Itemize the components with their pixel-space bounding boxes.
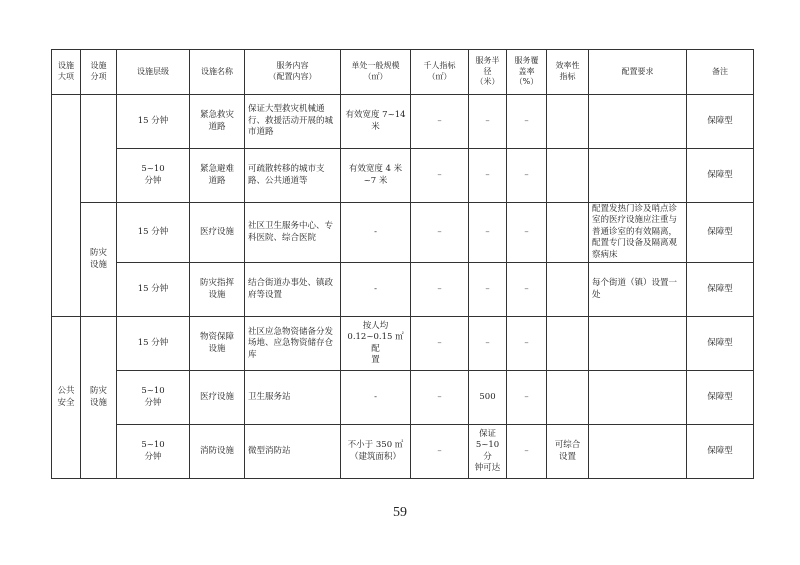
category-cell: 公共 安全 xyxy=(52,317,81,479)
category-cell xyxy=(52,95,81,317)
note-cell: 保障型 xyxy=(687,371,754,425)
header-efficiency: 效率性 指标 xyxy=(547,50,589,95)
header-requirement: 配置要求 xyxy=(589,50,687,95)
note-cell: 保障型 xyxy=(687,149,754,203)
header-content: 服务内容 （配置内容） xyxy=(245,50,341,95)
scale-cell: 有效宽度 7~14 米 xyxy=(341,95,411,149)
note-cell: 保障型 xyxy=(687,317,754,371)
level-cell: 15 分钟 xyxy=(117,95,190,149)
scale-cell: - xyxy=(341,203,411,263)
facility-spec-table xyxy=(51,49,754,479)
coverage-cell: – xyxy=(507,371,547,425)
header-row xyxy=(52,50,754,95)
scale-cell: - xyxy=(341,371,411,425)
service-content-cell: 可疏散转移的城市支路、公共通道等 xyxy=(245,149,341,203)
radius-cell: – xyxy=(469,203,507,263)
facility-name-cell: 防灾指挥 设施 xyxy=(190,263,245,317)
radius-cell: – xyxy=(469,95,507,149)
level-cell: 15 分钟 xyxy=(117,317,190,371)
facility-name-cell: 消防设施 xyxy=(190,425,245,479)
header-radius: 服务半 径 （米） xyxy=(469,50,507,95)
per-thousand-cell: – xyxy=(411,149,469,203)
note-cell: 保障型 xyxy=(687,95,754,149)
subcategory-cell: 防灾 设施 xyxy=(81,203,117,317)
efficiency-cell xyxy=(547,95,589,149)
service-content-cell: 结合街道办事处、镇政府等设置 xyxy=(245,263,341,317)
requirement-cell xyxy=(589,371,687,425)
radius-cell: 保证 5~10 分 钟可达 xyxy=(469,425,507,479)
header-level: 设施层级 xyxy=(117,50,190,95)
table-row xyxy=(52,317,754,371)
coverage-cell: – xyxy=(507,149,547,203)
service-content-cell: 社区应急物资储备分发场地、应急物资储存仓库 xyxy=(245,317,341,371)
table-row xyxy=(52,371,754,425)
service-content-cell: 卫生服务站 xyxy=(245,371,341,425)
coverage-cell: – xyxy=(507,263,547,317)
requirement-cell xyxy=(589,425,687,479)
service-content-cell: 社区卫生服务中心、专科医院、综合医院 xyxy=(245,203,341,263)
table-row xyxy=(52,263,754,317)
efficiency-cell xyxy=(547,149,589,203)
facility-name-cell: 紧急救灾 道路 xyxy=(190,95,245,149)
header-per-thousand: 千人指标 （㎡） xyxy=(411,50,469,95)
header-note: 备注 xyxy=(687,50,754,95)
requirement-cell xyxy=(589,149,687,203)
scale-cell: 不小于 350 ㎡ （建筑面积） xyxy=(341,425,411,479)
table-row xyxy=(52,425,754,479)
per-thousand-cell: – xyxy=(411,371,469,425)
note-cell: 保障型 xyxy=(687,203,754,263)
facility-name-cell: 医疗设施 xyxy=(190,203,245,263)
level-cell: 15 分钟 xyxy=(117,263,190,317)
note-cell: 保障型 xyxy=(687,425,754,479)
note-cell: 保障型 xyxy=(687,263,754,317)
requirement-cell: 配置发热门诊及哨点诊室的医疗设施应注重与普通诊室的有效隔离，配置专门设备及隔离观察病床 xyxy=(589,203,687,263)
requirement-cell xyxy=(589,95,687,149)
page-number: 59 xyxy=(393,505,407,520)
coverage-cell: – xyxy=(507,317,547,371)
subcategory-cell: 防灾 设施 xyxy=(81,317,117,479)
level-cell: 5~10 分钟 xyxy=(117,149,190,203)
header-name: 设施名称 xyxy=(190,50,245,95)
per-thousand-cell: – xyxy=(411,425,469,479)
per-thousand-cell: – xyxy=(411,203,469,263)
level-cell: 5~10 分钟 xyxy=(117,425,190,479)
radius-cell: – xyxy=(469,317,507,371)
efficiency-cell xyxy=(547,263,589,317)
level-cell: 15 分钟 xyxy=(117,203,190,263)
efficiency-cell xyxy=(547,317,589,371)
header-coverage: 服务覆 盖率 （%） xyxy=(507,50,547,95)
efficiency-cell xyxy=(547,203,589,263)
subcategory-cell xyxy=(81,95,117,203)
radius-cell: 500 xyxy=(469,371,507,425)
header-scale: 单处一般规模 （㎡） xyxy=(341,50,411,95)
table-row xyxy=(52,149,754,203)
facility-name-cell: 紧急避难 道路 xyxy=(190,149,245,203)
facility-name-cell: 物资保障 设施 xyxy=(190,317,245,371)
requirement-cell xyxy=(589,317,687,371)
per-thousand-cell: – xyxy=(411,263,469,317)
table-row xyxy=(52,203,754,263)
coverage-cell: – xyxy=(507,203,547,263)
level-cell: 5~10 分钟 xyxy=(117,371,190,425)
scale-cell: 按人均 0.12~0.15 ㎡配 置 xyxy=(341,317,411,371)
per-thousand-cell: – xyxy=(411,95,469,149)
radius-cell: – xyxy=(469,149,507,203)
service-content-cell: 保证大型救灾机械通行、救援活动开展的城市道路 xyxy=(245,95,341,149)
radius-cell: – xyxy=(469,263,507,317)
efficiency-cell xyxy=(547,371,589,425)
per-thousand-cell: – xyxy=(411,317,469,371)
header-subcategory: 设施 分项 xyxy=(81,50,117,95)
scale-cell: - xyxy=(341,263,411,317)
service-content-cell: 微型消防站 xyxy=(245,425,341,479)
coverage-cell: – xyxy=(507,95,547,149)
scale-cell: 有效宽度 4 米 ~7 米 xyxy=(341,149,411,203)
coverage-cell: – xyxy=(507,425,547,479)
requirement-cell: 每个街道（镇）设置一处 xyxy=(589,263,687,317)
efficiency-cell: 可综合 设置 xyxy=(547,425,589,479)
facility-name-cell: 医疗设施 xyxy=(190,371,245,425)
table-row xyxy=(52,95,754,149)
header-category: 设施 大项 xyxy=(52,50,81,95)
